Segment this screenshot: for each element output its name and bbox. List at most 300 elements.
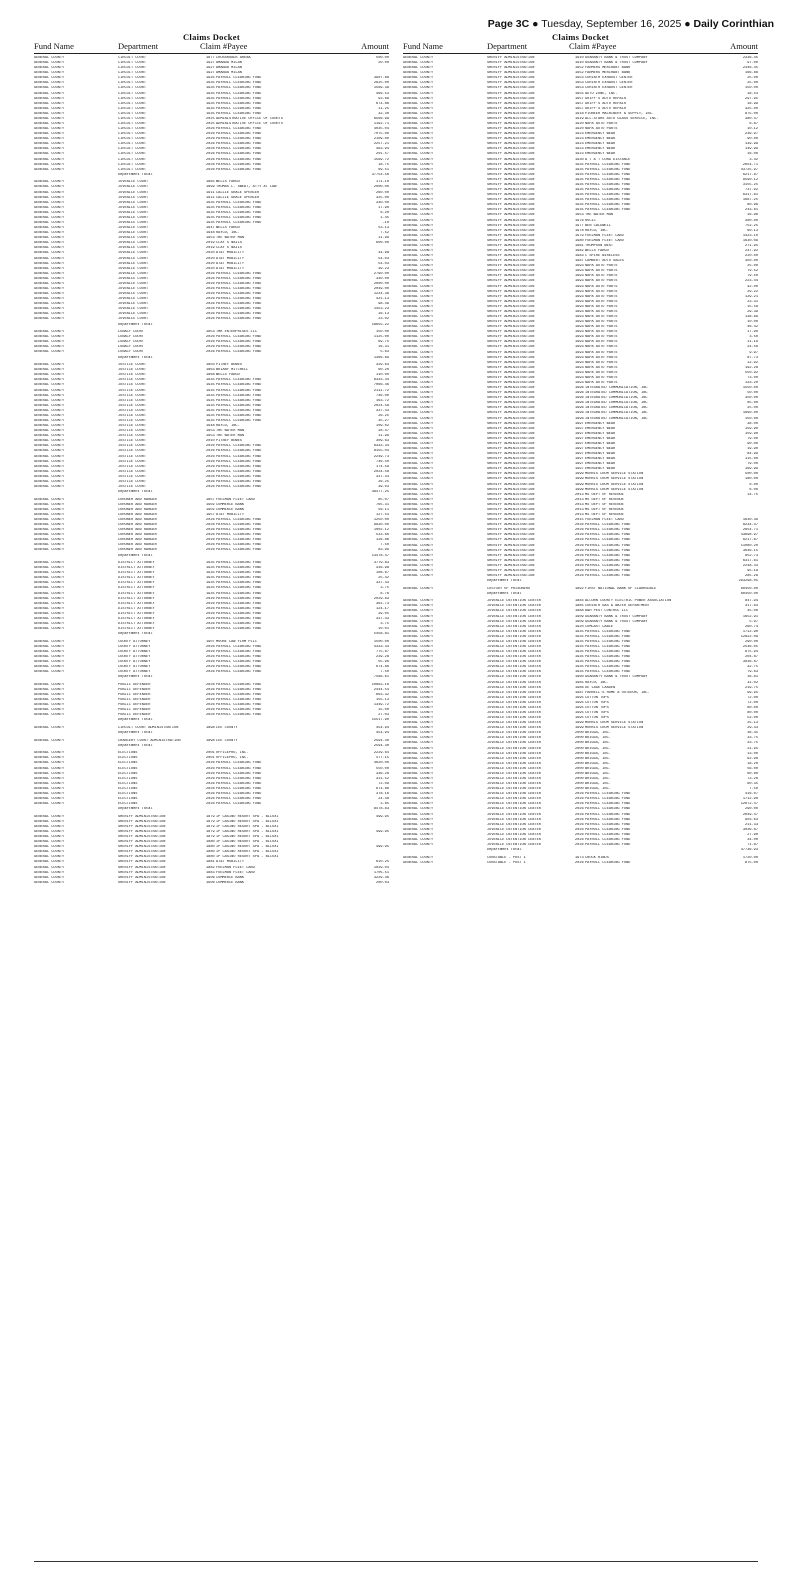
claim-number-cell: 1993: [575, 304, 584, 309]
department-cell: LUNACY COURT: [118, 340, 144, 345]
fund-name-cell: GENERAL COUNTY: [34, 797, 65, 802]
fund-name-cell: GENERAL COUNTY: [403, 381, 434, 385]
fund-name-cell: GENERAL COUNTY: [34, 302, 65, 307]
claim-number-cell: 2026: [575, 812, 584, 817]
amount-cell: 150.00: [745, 416, 758, 421]
amount-cell: 7586.61: [373, 675, 389, 680]
payee-cell: PAYROLL CLEARING FUND: [216, 96, 262, 101]
department-cell: SHERIFF ADMINISTRATION: [487, 320, 535, 325]
department-cell: CIRCUIT COURT: [118, 167, 147, 172]
department-cell: PUBLIC DEFENDER: [118, 703, 151, 708]
department-cell: JUSTICE COURT: [118, 474, 147, 479]
payee-cell: THE WATER MAN: [216, 236, 245, 241]
amount-cell: 1569.72: [373, 157, 389, 162]
payee-cell: PAYROLL CLEARING FUND: [216, 127, 262, 132]
claim-number-cell: 1935: [575, 639, 584, 644]
amount-cell: 2229.64: [373, 751, 389, 756]
claim-row: [403, 861, 758, 866]
amount-cell: 36.45: [747, 731, 758, 736]
payee-cell: EMERGENCY WEAR: [585, 467, 616, 472]
payee-cell: PAYROLL CLEARING FUND: [216, 281, 262, 286]
amount-cell: 73.00: [747, 375, 758, 380]
amount-cell: 247.92: [745, 248, 758, 253]
payee-cell: PAYROLL CLEARING FUND: [585, 177, 631, 182]
amount-cell: 201.57: [376, 152, 389, 157]
fund-name-cell: GENERAL COUNTY: [403, 320, 434, 325]
amount-cell: 311.52: [376, 776, 389, 781]
payee-cell: OFFICEPRO, INC.: [216, 751, 249, 756]
payee-cell: NAPA AUTO PARTS: [585, 345, 618, 350]
department-cell: JUSTICE COURT: [118, 408, 147, 413]
claim-number-cell: 1993: [575, 335, 584, 340]
department-cell: SHERIFF ADMINISTRATION: [487, 188, 535, 193]
department-cell: SHERIFF ADMINISTRATION: [118, 824, 166, 829]
amount-cell: 25.00: [747, 264, 758, 269]
payee-cell: PITNEY BOWES: [216, 439, 242, 444]
payee-cell: [216, 554, 316, 559]
department-cell: COUNTY ATTORNEY: [118, 660, 151, 665]
fund-name-cell: GENERAL COUNTY: [34, 256, 65, 261]
department-cell: JUVENILE DETENTION CENTER: [487, 670, 541, 675]
amount-cell: 108.67: [376, 571, 389, 576]
department-cell: JUVENILE COURT: [118, 221, 149, 225]
fund-name-cell: GENERAL COUNTY: [34, 127, 65, 132]
claim-number-cell: 1976: [575, 218, 584, 223]
amount-cell: 18.75: [378, 162, 389, 167]
department-cell: SHERIFF ADMINISTRATION: [487, 375, 535, 380]
amount-cell: 127.54: [376, 512, 389, 517]
fund-name-cell: GENERAL COUNTY: [403, 538, 434, 543]
payee-cell: IP CASINO RESORT SPA - BILOXI: [216, 855, 279, 860]
claim-number-cell: 1953: [575, 81, 584, 86]
payee-cell: PAYROLL CLEARING FUND: [216, 388, 262, 393]
amount-cell: 500.00: [745, 472, 758, 477]
payee-cell: DE LAGE LANDEN: [585, 685, 616, 690]
payee-cell: PAYROLL CLEARING FUND: [585, 558, 631, 563]
claim-number-cell: 1953: [206, 434, 215, 439]
claim-number-cell: 2026: [206, 665, 215, 670]
claim-number-cell: 2026: [206, 292, 215, 297]
amount-cell: 62.90: [747, 756, 758, 761]
amount-cell: 2109.00: [373, 137, 389, 142]
amount-cell: 6.20: [380, 210, 389, 215]
payee-cell: A T & T LONG DISTANCE: [585, 157, 631, 162]
amount-cell: 35.27: [378, 418, 389, 423]
fund-name-cell: GENERAL COUNTY: [403, 731, 434, 736]
amount-cell: 421.13: [376, 297, 389, 302]
fund-name-cell: GENERAL COUNTY: [34, 363, 65, 368]
department-cell: JUVENILE COURT: [118, 317, 149, 322]
department-cell: SHERIFF ADMINISTRATION: [118, 814, 166, 819]
fund-name-cell: GENERAL COUNTY: [34, 287, 65, 292]
fund-name-cell: GENERAL COUNTY: [34, 875, 65, 880]
department-cell: COUNTY ATTORNEY: [118, 665, 151, 670]
claim-number-cell: 1993: [575, 355, 584, 360]
department-cell: JUVENILE COURT: [118, 281, 149, 286]
fund-name-cell: GENERAL COUNTY: [403, 457, 434, 462]
payee-cell: PAYROLL CLEARING FUND: [585, 665, 631, 670]
payee-cell: NAPA AUTO PARTS: [585, 355, 618, 360]
amount-cell: 10.00: [747, 320, 758, 325]
department-cell: DISTRICT ATTORNEY: [118, 561, 155, 566]
department-cell: JUVENILE COURT: [118, 287, 149, 292]
payee-cell: NAPA AUTO PARTS: [585, 284, 618, 289]
department-total-row: [403, 592, 758, 597]
amount-cell: 8155.04: [373, 449, 389, 454]
payee-cell: RAYCO, INC.: [216, 424, 240, 429]
claim-number-cell: 1993: [575, 350, 584, 355]
department-cell: SHERIFF ADMINISTRATION: [487, 91, 535, 96]
fund-name-cell: GENERAL COUNTY: [34, 116, 65, 121]
amount-cell: 3155.25: [742, 182, 758, 187]
header-amount: Amount: [361, 41, 389, 51]
amount-cell: 33.75: [747, 736, 758, 741]
claim-number-cell: 2026: [206, 454, 215, 459]
claim-number-cell: 1997: [575, 431, 584, 436]
claim-number-cell: 2026: [575, 573, 584, 578]
claim-number-cell: 2013: [575, 502, 584, 507]
fund-name-cell: GENERAL COUNTY: [403, 116, 434, 121]
amount-cell: 60450.00: [740, 586, 758, 591]
claim-number-cell: 2026: [575, 797, 584, 802]
amount-cell: 1002.12: [373, 528, 389, 533]
amount-cell: 6333.34: [373, 378, 389, 383]
fund-name-cell: GENERAL COUNTY: [34, 81, 65, 86]
amount-cell: 337.43: [376, 616, 389, 621]
claim-number-cell: 1985: [575, 680, 584, 685]
claim-number-cell: 1953: [575, 213, 584, 218]
department-cell: CIRCUIT COURT: [118, 101, 147, 106]
payee-cell: PAYROLL CLEARING FUND: [585, 203, 631, 208]
fund-name-cell: GENERAL COUNTY: [403, 690, 434, 695]
fund-name-cell: GENERAL COUNTY: [34, 622, 65, 627]
claim-number-cell: 2010: [206, 439, 215, 444]
claim-number-cell: 2026: [206, 533, 215, 538]
fund-name-cell: GENERAL COUNTY: [403, 436, 434, 441]
claim-number-cell: 1993: [575, 309, 584, 314]
claim-number-cell: 1877: [206, 56, 215, 60]
claim-number-cell: 1920: [575, 122, 584, 127]
payee-cell: FARMERS MERCHANT BANK: [585, 66, 631, 71]
fund-name-cell: GENERAL COUNTY: [34, 345, 65, 350]
fund-name-cell: [34, 632, 118, 637]
payee-cell: PAYROLL CLEARING FUND: [216, 665, 262, 670]
fund-name-cell: GENERAL COUNTY: [403, 370, 434, 375]
department-cell: COUNTY ATTORNEY: [118, 654, 151, 659]
fund-name-cell: GENERAL COUNTY: [403, 543, 434, 548]
claim-number-cell: 2026: [206, 601, 215, 606]
amount-cell: 97.00: [747, 61, 758, 66]
claim-number-cell: 1935: [575, 167, 584, 172]
amount-cell: 54.03: [378, 256, 389, 261]
amount-cell: 1720.00: [742, 855, 758, 860]
payee-cell: [216, 807, 316, 812]
claim-number-cell: 1993: [575, 279, 584, 284]
fund-name-cell: GENERAL COUNTY: [403, 741, 434, 746]
fund-name-cell: GENERAL COUNTY: [403, 101, 434, 106]
payee-cell: EMERGENCY WEAR: [585, 441, 616, 446]
amount-cell: 2249.73: [373, 454, 389, 459]
fund-name-cell: GENERAL COUNTY: [34, 185, 65, 190]
department-cell: JUVENILE DETENTION CENTER: [487, 604, 541, 609]
claim-number-cell: 2020: [206, 266, 215, 271]
claim-number-cell: 2000: [575, 751, 584, 756]
fund-name-cell: GENERAL COUNTY: [34, 271, 65, 276]
payee-cell: [216, 356, 316, 361]
claim-number-cell: 1935: [575, 644, 584, 649]
payee-cell: MS DEPT OF REVENUE: [585, 513, 624, 518]
payee-cell: PAYROLL CLEARING FUND: [216, 350, 262, 355]
claim-number-cell: 1993: [575, 274, 584, 279]
fund-name-cell: GENERAL COUNTY: [403, 406, 434, 411]
fund-name-cell: GENERAL COUNTY: [34, 388, 65, 393]
fund-name-cell: GENERAL COUNTY: [403, 726, 434, 731]
department-cell: JUVENILE COURT: [118, 226, 149, 231]
fund-name-cell: GENERAL COUNTY: [403, 533, 434, 538]
payee-cell: PAYROLL CLEARING FUND: [216, 449, 262, 454]
fund-name-cell: GENERAL COUNTY: [403, 746, 434, 751]
payee-cell: IP CASINO RESORT SPA - BILOXI: [216, 819, 279, 824]
claim-number-cell: 2026: [206, 781, 215, 786]
department-cell: CORONER AND RANGER: [118, 517, 157, 522]
amount-cell: 9930.00: [373, 523, 389, 528]
amount-cell: 43725.97: [740, 167, 758, 172]
department-cell: SHERIFF ADMINISTRATION: [487, 259, 535, 264]
amount-cell: 2790.00: [373, 271, 389, 276]
amount-cell: 31.02: [747, 680, 758, 685]
payee-cell: NAPA AUTO PARTS: [585, 330, 618, 335]
claim-number-cell: 2026: [206, 297, 215, 302]
fund-name-cell: GENERAL COUNTY: [403, 279, 434, 284]
payee-cell: PAYROLL CLEARING FUND: [216, 596, 262, 601]
fund-name-cell: GENERAL COUNTY: [403, 238, 434, 243]
department-total-row: [34, 356, 389, 361]
claim-number-cell: 1993: [575, 365, 584, 370]
payee-cell: PAYROLL CLEARING FUND: [216, 378, 262, 383]
claim-number-cell: 2026: [206, 797, 215, 802]
fund-name-cell: GENERAL COUNTY: [34, 880, 65, 885]
fund-name-cell: GENERAL COUNTY: [403, 513, 434, 518]
payee-cell: BRIGGS, INC.: [585, 761, 611, 766]
fund-name-cell: GENERAL COUNTY: [34, 802, 65, 807]
department-cell: JUVENILE DETENTION CENTER: [487, 685, 541, 690]
fund-name-cell: GENERAL COUNTY: [403, 391, 434, 396]
amount-cell: 60.35: [747, 782, 758, 787]
payee-cell: PAYROLL CLEARING FUND: [216, 548, 262, 553]
payee-cell: NAPA AUTO PARTS: [585, 122, 618, 127]
fund-name-cell: GENERAL COUNTY: [403, 401, 434, 406]
department-cell: JUVENILE DETENTION CENTER: [487, 644, 541, 649]
fund-name-cell: GENERAL COUNTY: [403, 487, 434, 492]
claim-number-cell: 2025: [206, 122, 215, 127]
fund-name-cell: GENERAL COUNTY: [403, 162, 434, 167]
payee-cell: PAYROLL CLEARING FUND: [216, 776, 262, 781]
fund-name-cell: GENERAL COUNTY: [403, 705, 434, 710]
amount-cell: 56.00: [747, 766, 758, 771]
amount-cell: 260.00: [376, 190, 389, 195]
claim-number-cell: 2026: [206, 670, 215, 675]
payee-cell: PAYROLL CLEARING FUND: [216, 132, 262, 137]
payee-cell: PAYROLL CLEARING FUND: [585, 172, 631, 177]
amount-cell: 752.25: [745, 223, 758, 228]
fund-name-cell: GENERAL COUNTY: [403, 147, 434, 152]
claim-number-cell: 1879: [206, 824, 215, 829]
amount-cell: 56.11: [378, 507, 389, 512]
payee-cell: PAYROLL CLEARING FUND: [216, 340, 262, 345]
amount-cell: 79.50: [747, 274, 758, 279]
claim-number-cell: 1935: [206, 418, 215, 423]
payee-cell: NAPA AUTO PARTS: [585, 335, 618, 340]
fund-name-cell: GENERAL COUNTY: [34, 766, 65, 771]
department-cell: CUSTODY OF PRISONERS: [487, 586, 531, 591]
department-cell: LUNACY COURT: [118, 350, 144, 355]
claim-number-cell: 2026: [206, 132, 215, 137]
payee-cell: AMANDA MILAN: [216, 71, 242, 76]
claim-number-cell: 2026: [575, 802, 584, 807]
payee-cell: PAYROLL CLEARING FUND: [216, 200, 262, 205]
department-cell: JUSTICE COURT: [118, 444, 147, 449]
department-cell: SHERIFF ADMINISTRATION: [487, 203, 535, 208]
fund-name-cell: GENERAL COUNTY: [403, 477, 434, 482]
fund-name-cell: GENERAL COUNTY: [403, 523, 434, 528]
amount-cell: 10863.16: [371, 682, 389, 687]
payee-cell: PAYROLL CLEARING FUND: [585, 533, 631, 538]
fund-name-cell: GENERAL COUNTY: [34, 276, 65, 281]
department-cell: JUVENILE DETENTION CENTER: [487, 690, 541, 695]
claim-number-cell: 2026: [206, 350, 215, 355]
department-cell: SHERIFF ADMINISTRATION: [487, 553, 535, 558]
department-cell: JUSTICE COURT: [118, 368, 147, 373]
department-cell: JUSTICE COURT: [118, 429, 147, 434]
claim-number-cell: 1879: [206, 814, 215, 819]
fund-name-cell: GENERAL COUNTY: [34, 66, 65, 71]
department-cell: CORONER AND RANGER: [118, 507, 157, 512]
amount-cell: 39.23: [378, 266, 389, 271]
claim-number-cell: 1880: [206, 855, 215, 860]
payee-cell: PAYROLL CLEARING FUND: [216, 167, 262, 172]
fund-name-cell: GENERAL COUNTY: [34, 157, 65, 162]
fund-name-cell: GENERAL COUNTY: [34, 586, 65, 591]
amount-cell: 239.28: [376, 654, 389, 659]
claim-number-cell: 1997: [575, 452, 584, 457]
payee-cell: TMK ENTERPRISES LLC: [216, 330, 257, 335]
payee-cell: PAYROLL CLEARING FUND: [216, 345, 262, 350]
amount-cell: 3907.68: [373, 76, 389, 81]
fund-name-cell: GENERAL COUNTY: [403, 157, 434, 162]
payee-cell: PAYROLL CLEARING FUND: [216, 312, 262, 317]
claim-number-cell: 1906: [206, 875, 215, 880]
department-cell: JUSTICE COURT: [118, 373, 147, 378]
department-cell: SHERIFF ADMINISTRATION: [487, 350, 535, 355]
payee-cell: LAMBERT AUTO SALES: [585, 259, 624, 264]
claim-number-cell: 1999: [575, 487, 584, 492]
payee-cell: FIRST NATIONAL BANK OF CLARKSDALE: [585, 586, 657, 591]
fund-name-cell: GENERAL COUNTY: [34, 693, 65, 698]
payee-cell: PAYROLL CLEARING FUND: [585, 523, 631, 528]
payee-cell: PAYROLL CLEARING FUND: [216, 464, 262, 469]
department-cell: SHERIFF ADMINISTRATION: [487, 462, 535, 467]
claim-number-cell: 1935: [206, 403, 215, 408]
fund-name-cell: GENERAL COUNTY: [34, 444, 65, 449]
department-cell: CIRCUIT COURT: [118, 81, 147, 86]
payee-cell: WELLS FARGO: [216, 180, 240, 185]
department-cell: ELECTIONS: [118, 781, 138, 786]
amount-cell: 80.00: [747, 705, 758, 710]
amount-cell: 6.00: [749, 487, 758, 492]
department-cell: SHERIFF ADMINISTRATION: [487, 573, 535, 578]
fund-name-cell: GENERAL COUNTY: [34, 162, 65, 167]
fund-name-cell: GENERAL COUNTY: [34, 195, 65, 200]
amount-cell: 746.50: [376, 459, 389, 464]
fund-name-cell: GENERAL COUNTY: [403, 233, 434, 238]
amount-cell: 847.94: [745, 599, 758, 604]
claim-number-cell: 1957: [575, 101, 584, 106]
claim-number-cell: 1935: [575, 660, 584, 665]
department-cell: PUBLIC DEFENDER: [118, 708, 151, 713]
department-cell: SHERIFF ADMINISTRATION: [487, 563, 535, 568]
fund-name-cell: GENERAL COUNTY: [403, 756, 434, 761]
fund-name-cell: GENERAL COUNTY: [34, 824, 65, 829]
fund-name-cell: GENERAL COUNTY: [403, 340, 434, 345]
fund-name-cell: GENERAL COUNTY: [34, 682, 65, 687]
payee-cell: NAPA AUTO PARTS: [585, 350, 618, 355]
department-cell: SHERIFF ADMINISTRATION: [118, 880, 166, 885]
amount-cell: 325.00: [376, 195, 389, 200]
amount-cell: 19.90: [747, 447, 758, 452]
amount-cell: 2111.72: [373, 388, 389, 393]
department-cell: SHERIFF ADMINISTRATION: [487, 182, 535, 187]
department-cell: JUVENILE COURT: [118, 276, 149, 281]
fund-name-cell: GENERAL COUNTY: [34, 101, 65, 106]
payee-cell: PAYROLL CLEARING FUND: [216, 654, 262, 659]
amount-cell: 2649.47: [742, 812, 758, 817]
claim-number-cell: 1868: [206, 373, 215, 378]
claim-number-cell: 2026: [206, 459, 215, 464]
department-cell: CORONER AND RANGER: [118, 533, 157, 538]
payee-cell: PAYROLL CLEARING FUND: [216, 601, 262, 606]
payee-cell: INTEGRATED COMMUNICATION, INC: [585, 406, 648, 411]
department-cell: JUVENILE DETENTION CENTER: [487, 766, 541, 771]
payee-cell: EMERGENCY WEAR: [585, 421, 616, 426]
amount-cell: 1550.00: [742, 386, 758, 391]
fund-name-cell: GENERAL COUNTY: [34, 200, 65, 205]
payee-cell: PAYROLL CLEARING FUND: [216, 271, 262, 276]
department-cell: CORONER AND RANGER: [118, 512, 157, 517]
department-cell: JUVENILE DETENTION CENTER: [487, 812, 541, 817]
claim-number-cell: 2026: [575, 528, 584, 533]
payee-cell: GRIFF'S AUTO REPAIR: [585, 96, 626, 101]
claim-number-cell: 1997: [575, 426, 584, 431]
amount-cell: 1500.00: [373, 639, 389, 644]
amount-cell: 174.59: [376, 464, 389, 469]
fund-name-cell: GENERAL COUNTY: [34, 122, 65, 127]
claim-number-cell: 1911: [206, 190, 215, 195]
claim-number-cell: 1993: [575, 381, 584, 385]
payee-cell: MORRIS CRUM SERVICE STATION: [585, 726, 644, 731]
payee-cell: ALCORN COUNTY ELECTRIC POWER ASSOCIATION: [585, 599, 672, 604]
amount-cell: 7.52: [380, 231, 389, 236]
amount-cell: 12672.47: [740, 802, 758, 807]
amount-cell: 2594.30: [373, 743, 389, 748]
payee-cell: NAPA AUTO PARTS: [585, 304, 618, 309]
claim-number-cell: 1980: [575, 238, 584, 243]
amount-cell: 416.07: [745, 792, 758, 797]
department-cell: SHERIFF ADMINISTRATION: [487, 289, 535, 294]
amount-cell: 11080.20: [740, 543, 758, 548]
department-cell: SHERIFF ADMINISTRATION: [487, 401, 535, 406]
amount-cell: 16.81: [747, 675, 758, 680]
department-cell: COUNTY ATTORNEY: [118, 649, 151, 654]
